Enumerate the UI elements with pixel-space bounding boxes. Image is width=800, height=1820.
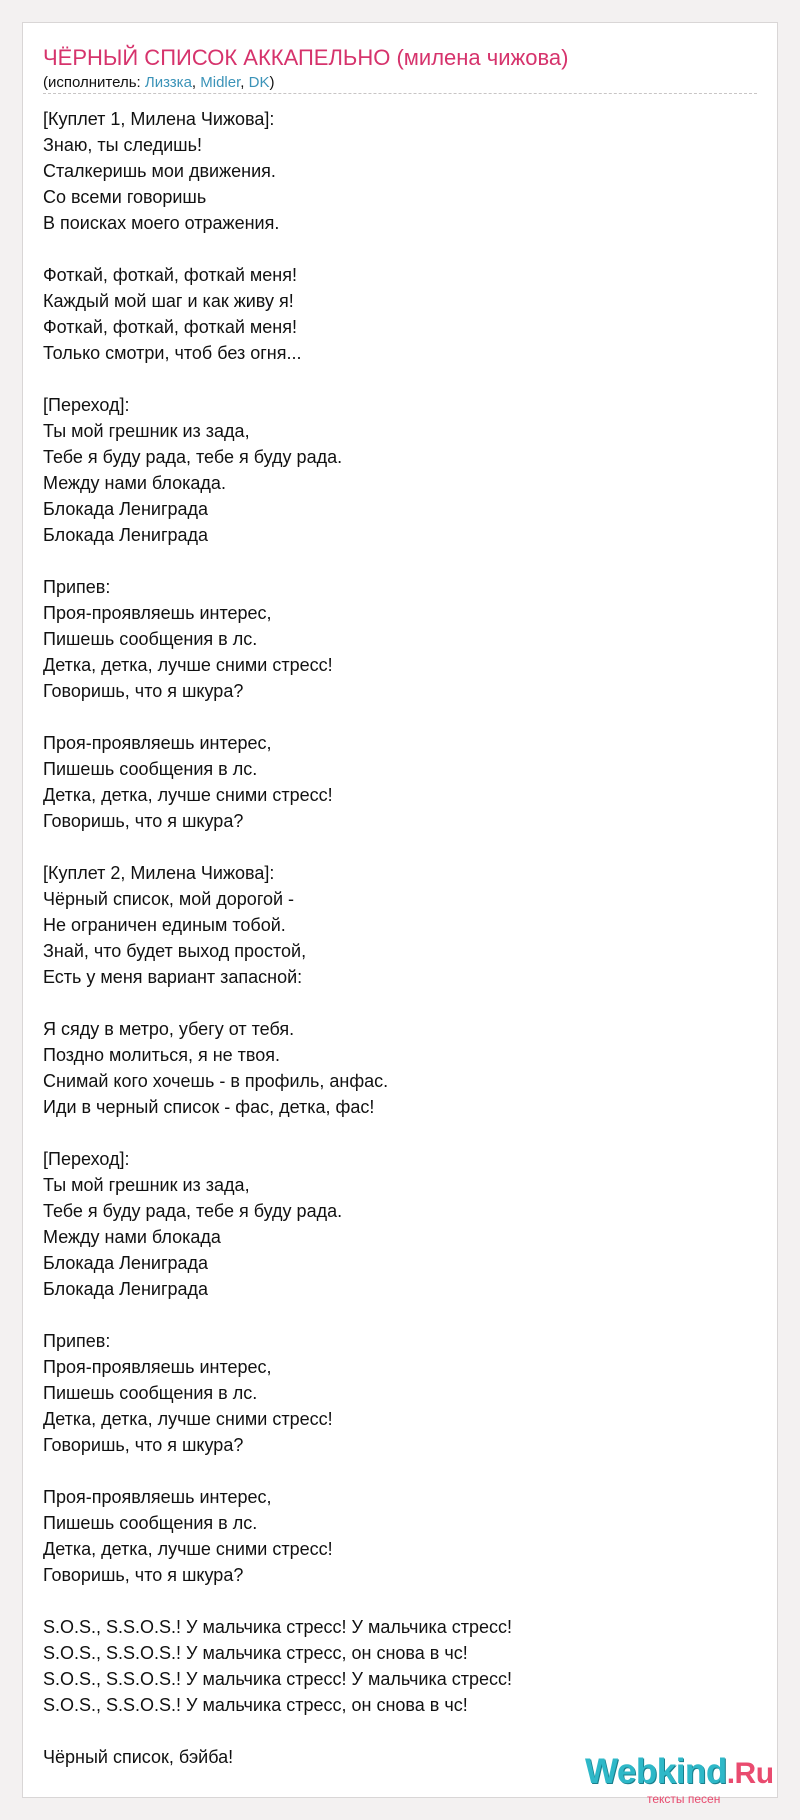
stanza-break [43, 1120, 743, 1146]
performer-separator: , [240, 74, 249, 91]
lyric-line: Со всеми говоришь [43, 187, 207, 207]
lyric-line: Детка, детка, лучше сними стресс! [43, 655, 333, 675]
lyric-line: Говоришь, что я шкура? [43, 681, 244, 701]
lyric-line: Между нами блокада. [43, 473, 226, 493]
lyric-line: Каждый мой шаг и как живу я! [43, 291, 294, 311]
lyric-line: Между нами блокада [43, 1227, 221, 1247]
lyric-line: [Переход]: [43, 1149, 130, 1169]
stanza-break [43, 704, 743, 730]
lyric-line: [Куплет 1, Милена Чижова]: [43, 109, 275, 129]
lyric-line: Сталкеришь мои движения. [43, 161, 276, 181]
logo-tagline: тексты песен [647, 1792, 721, 1806]
lyric-line: Фоткай, фоткай, фоткай меня! [43, 265, 297, 285]
performers-line [43, 74, 274, 91]
lyric-line: Проя-проявляешь интерес, [43, 1487, 272, 1507]
lyrics-text [43, 106, 743, 1770]
lyric-line: Ты мой грешник из зада, [43, 421, 250, 441]
lyric-line: Поздно молиться, я не твоя. [43, 1045, 281, 1065]
logo-wordmark [585, 1752, 774, 1792]
performers-prefix: (исполнитель: [43, 74, 145, 91]
lyric-line: В поисках моего отражения. [43, 213, 280, 233]
lyric-line: Чёрный список, мой дорогой - [43, 889, 295, 909]
lyric-line: Тебе я буду рада, тебе я буду рада. [43, 447, 343, 467]
stanza-break [43, 834, 743, 860]
lyric-line: Фоткай, фоткай, фоткай меня! [43, 317, 297, 337]
lyric-line: Я сяду в метро, убегу от тебя. [43, 1019, 295, 1039]
stanza-break [43, 1718, 743, 1744]
lyric-line: Проя-проявляешь интерес, [43, 733, 272, 753]
stanza-break [43, 1458, 743, 1484]
lyric-line: Пишешь сообщения в лс. [43, 1383, 258, 1403]
stanza-break [43, 1302, 743, 1328]
logo-tld-text: .Ru [726, 1757, 774, 1790]
lyric-line: Ты мой грешник из зада, [43, 1175, 250, 1195]
lyric-line: S.O.S., S.S.O.S.! У мальчика стресс, он снова в чс! [43, 1643, 468, 1663]
stanza-break [43, 1588, 743, 1614]
lyric-line: Проя-проявляешь интерес, [43, 1357, 272, 1377]
lyric-line: Детка, детка, лучше сними стресс! [43, 1409, 333, 1429]
lyric-line: Иди в черный список - фас, детка, фас! [43, 1097, 375, 1117]
logo-brand-text: Webkind [585, 1752, 727, 1791]
lyric-line: Пишешь сообщения в лс. [43, 1513, 258, 1533]
header-divider [43, 93, 757, 94]
lyric-line: Пишешь сообщения в лс. [43, 629, 258, 649]
performer-link[interactable]: DK [248, 74, 270, 91]
site-logo[interactable] [585, 1752, 775, 1812]
performer-separator: , [191, 74, 201, 91]
stanza-break [43, 548, 743, 574]
stanza-break [43, 366, 743, 392]
performer-link[interactable]: Midler [200, 74, 241, 91]
lyric-line: Говоришь, что я шкура? [43, 811, 244, 831]
lyric-line: Только смотри, чтоб без огня... [43, 343, 302, 363]
performer-link[interactable]: Лиззка [144, 74, 192, 91]
lyric-line: Припев: [43, 1331, 111, 1351]
lyric-line: Говоришь, что я шкура? [43, 1435, 244, 1455]
lyric-line: Знай, что будет выход простой, [43, 941, 307, 961]
performers-suffix: ) [269, 74, 275, 91]
lyric-line: Говоришь, что я шкура? [43, 1565, 244, 1585]
lyrics-card [22, 22, 778, 1798]
lyric-line: S.O.S., S.S.O.S.! У мальчика стресс! У мальчика стресс! [43, 1669, 513, 1689]
lyric-line: Детка, детка, лучше сними стресс! [43, 1539, 333, 1559]
lyric-line: S.O.S., S.S.O.S.! У мальчика стресс! У мальчика стресс! [43, 1617, 513, 1637]
lyric-line: Детка, детка, лучше сними стресс! [43, 785, 333, 805]
lyric-line: Не ограничен единым тобой. [43, 915, 286, 935]
lyric-line: Знаю, ты следишь! [43, 135, 203, 155]
lyric-line: S.O.S., S.S.O.S.! У мальчика стресс, он снова в чс! [43, 1695, 468, 1715]
lyric-line: Блокада Лениграда [43, 499, 209, 519]
lyric-line: Тебе я буду рада, тебе я буду рада. [43, 1201, 343, 1221]
stanza-break [43, 990, 743, 1016]
lyric-line: Пишешь сообщения в лс. [43, 759, 258, 779]
lyric-line: [Куплет 2, Милена Чижова]: [43, 863, 275, 883]
lyric-line: Проя-проявляешь интерес, [43, 603, 272, 623]
lyric-line: Есть у меня вариант запасной: [43, 967, 303, 987]
lyric-line: Блокада Лениграда [43, 525, 209, 545]
lyric-line: Блокада Лениграда [43, 1253, 209, 1273]
lyric-line: Снимай кого хочешь - в профиль, анфас. [43, 1071, 389, 1091]
lyric-line: Блокада Лениграда [43, 1279, 209, 1299]
lyric-line: [Переход]: [43, 395, 130, 415]
stanza-break [43, 236, 743, 262]
lyric-line: Чёрный список, бэйба! [43, 1747, 234, 1767]
lyric-line: Припев: [43, 577, 111, 597]
page-title: ЧЁРНЫЙ СПИСОК АККАПЕЛЬНО (милена чижова) [43, 45, 569, 70]
